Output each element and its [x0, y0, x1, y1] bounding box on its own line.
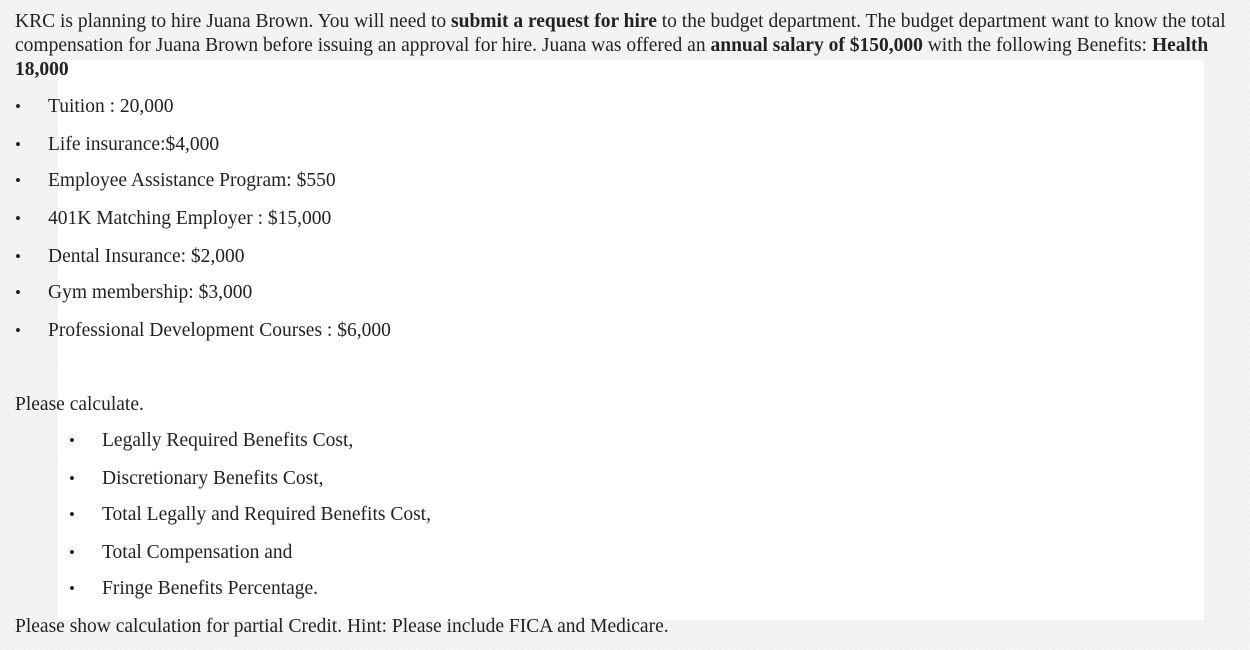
calculation-text: Total Compensation and: [102, 542, 293, 563]
benefit-text: Professional Development Courses : $6,000: [48, 320, 391, 341]
calculation-text: Legally Required Benefits Cost,: [102, 430, 354, 451]
intro-text-3: with the following Benefits:: [922, 35, 1152, 56]
calculation-text: Fringe Benefits Percentage.: [102, 578, 319, 599]
bullet-icon: •: [15, 247, 21, 266]
calculation-text: Discretionary Benefits Cost,: [102, 468, 324, 489]
intro-bold-health: Health 18,000: [15, 35, 1209, 80]
bullet-icon: •: [69, 505, 75, 524]
bullet-icon: •: [15, 97, 21, 116]
intro-text-1: KRC is planning to hire Juana Brown. You will need to: [15, 11, 452, 32]
bullet-icon: •: [15, 171, 21, 190]
intro-text-2: to the budget department. The budget department want to know the total compensation for Juana Brown before issuing an approval for hire. Juana was offered an: [15, 11, 1226, 56]
intro-paragraph: [15, 10, 1233, 82]
benefit-text: Employee Assistance Program: $550: [48, 170, 336, 191]
bullet-icon: •: [69, 469, 75, 488]
benefit-text: Tuition : 20,000: [48, 96, 174, 117]
bullet-icon: •: [15, 209, 21, 228]
bullet-icon: •: [15, 283, 21, 302]
bullet-icon: •: [15, 321, 21, 340]
benefit-text: 401K Matching Employer : $15,000: [48, 208, 332, 229]
benefit-text: Dental Insurance: $2,000: [48, 246, 245, 267]
bullet-icon: •: [15, 135, 21, 154]
calculate-prompt: Please calculate.: [15, 394, 144, 415]
intro-bold-salary: annual salary of $150,000: [710, 35, 923, 56]
benefit-text: Gym membership: $3,000: [48, 282, 253, 303]
benefit-text: Life insurance:$4,000: [48, 134, 220, 155]
bullet-icon: •: [69, 579, 75, 598]
bullet-icon: •: [69, 543, 75, 562]
intro-bold-request: submit a request for hire: [451, 11, 657, 32]
bullet-icon: •: [69, 431, 75, 450]
footer-instruction: Please show calculation for partial Credit. Hint: Please include FICA and Medicare.: [15, 616, 669, 637]
calculation-text: Total Legally and Required Benefits Cost,: [102, 504, 431, 525]
